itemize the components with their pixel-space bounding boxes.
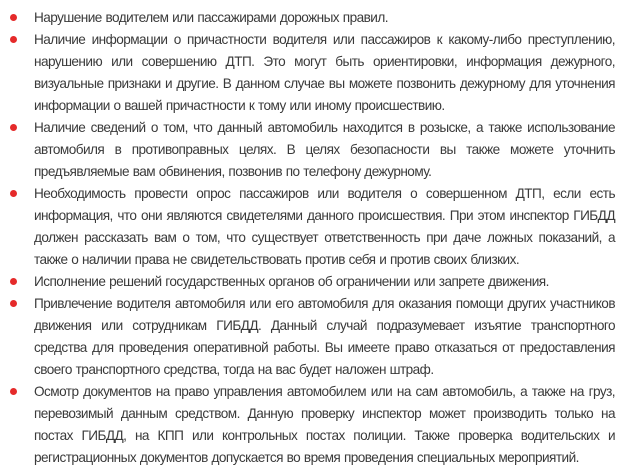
list-item-text: Исполнение решений государственных органов об ограничении или запрете движения. [34,274,549,289]
list-item [10,271,615,293]
list-item-text: Нарушение водителем или пассажирами дорожных правил. [34,10,388,25]
bullet-dot-icon [10,36,17,43]
bullet-dot-icon [10,124,17,131]
bullet-dot-icon [10,190,17,197]
bullet-dot-icon [10,388,17,395]
bullet-dot-icon [10,14,17,21]
list-item-text: Наличие сведений о том, что данный автомобиль находится в розыске, а также использование автомобиля в противоправных целях. В целях безопасности вы также можете уточнить предъявляемые вам обвинения, позвонив по телефону дежурному. [34,120,615,179]
list-item [10,293,615,381]
list-item [10,117,615,183]
bullet-dot-icon [10,300,17,307]
list-item [10,7,615,29]
list-item-text: Привлечение водителя автомобиля или его автомобиля для оказания помощи других участников движения или сотрудникам ГИБДД. Данный случай подразумевает изъятие транспортного средства для проведения оперативной работы. Вы имеете право отказаться от предоставления своего транспортного средства, тогда на вас будет наложен штраф. [34,296,615,377]
list-item-text: Наличие информации о причастности водителя или пассажиров к какому-либо преступлению, нарушению или совершению ДТП. Это могут быть ориентировки, информация дежурного, визуальные признаки и другие. В данном случае вы можете позвонить дежурному для уточнения информации о вашей причастности к тому или иному происшествию. [34,32,615,113]
list-item-text: Необходимость провести опрос пассажиров или водителя о совершенном ДТП, если есть информация, что они являются свидетелями данного происшествия. При этом инспектор ГИБДД должен рассказать вам о том, что существует ответственность при даче ложных показаний, а также о наличии права не свидетельствовать против себя и против своих близких. [34,186,615,267]
list-item [10,183,615,271]
bullet-dot-icon [10,278,17,285]
list-item [10,29,615,117]
list-item-text: Осмотр документов на право управления автомобилем или на сам автомобиль, а также на груз, перевозимый данным средством. Данную проверку инспектор может производить только на постах ГИБДД, на КПП или контрольных постах полиции. Также проверка водительских и регистрационных документов допускается во время проведения специальных мероприятий. [34,384,615,465]
